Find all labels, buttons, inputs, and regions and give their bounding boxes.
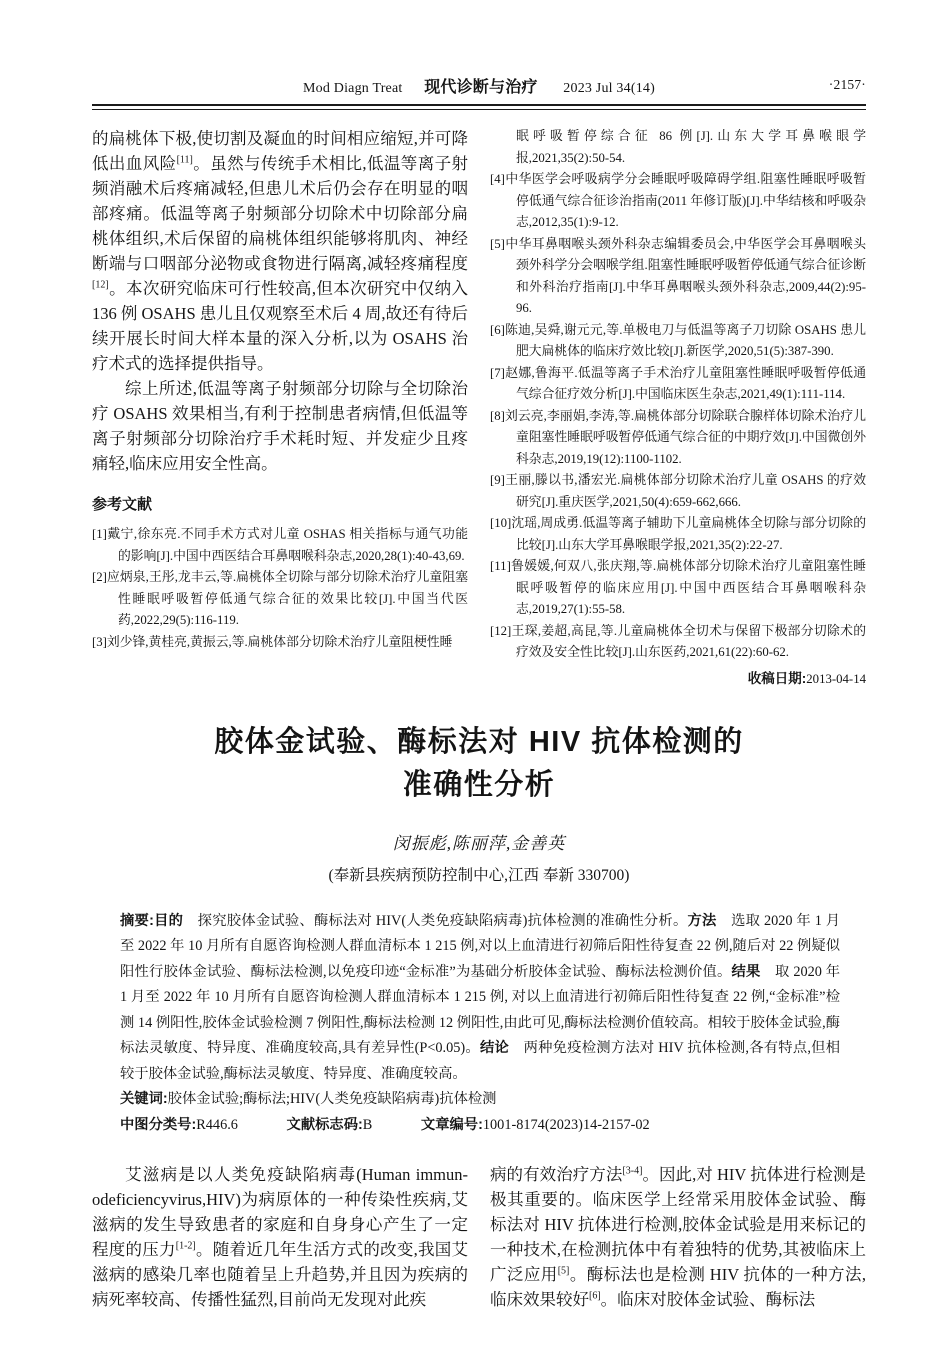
bold-label: 结果 bbox=[731, 963, 761, 980]
text-segment: 探究胶体金试验、酶标法对 HIV(人类免疫缺陷病毒)抗体检测的准确性分析。 bbox=[183, 912, 688, 929]
previous-article-columns bbox=[92, 126, 866, 687]
reference-list-right-items bbox=[490, 169, 866, 664]
citation-superscript: [6] bbox=[589, 1290, 601, 1302]
citation-superscript: [12] bbox=[92, 279, 109, 291]
abstract bbox=[120, 909, 840, 1088]
keywords-label: 关键词: bbox=[120, 1091, 168, 1107]
text-segment: 两种免疫检测方法对 HIV 抗体检测,各有特点,但相较于胶体金试验,酶标法灵敏度、特异度、准确度较高。 bbox=[120, 1040, 841, 1082]
header-rule bbox=[92, 104, 866, 110]
text-segment: 。临床对胶体金试验、酶标法 bbox=[600, 1290, 816, 1309]
reference-item: [5]中华耳鼻咽喉头颈外科杂志编辑委员会,中华医学会耳鼻咽喉头颈外科学分会咽喉学组.阻塞性睡眠呼吸暂停低通气综合征诊断和外科治疗指南[J].中华耳鼻咽喉头颈外科杂志,2009,44(2):95-96. bbox=[490, 236, 866, 315]
reference-item: [9]王丽,滕以书,潘宏光.扁桃体部分切除术治疗儿童 OSAHS 的疗效研究[J].重庆医学,2021,50(4):659-662,666. bbox=[490, 473, 866, 509]
page-number: ·2157· bbox=[828, 77, 866, 92]
reference-item: [1]戴宁,徐东亮.不同手术方式对儿童 OSHAS 相关指标与通气功能的影响[J].中国中西医结合耳鼻咽喉科杂志,2020,28(1):40-43,69. bbox=[92, 527, 468, 563]
received-date-line bbox=[490, 667, 866, 687]
keywords-value: 胶体金试验;酶标法;HIV(人类免疫缺陷病毒)抗体检测 bbox=[167, 1091, 497, 1107]
keywords-line bbox=[120, 1087, 840, 1113]
article-title-line1: 胶体金试验、酶标法对 HIV 抗体检测的 bbox=[214, 725, 744, 758]
text-segment: 。酶标法也是检测 HIV 抗体的一种方法,临床效果较好 bbox=[490, 1265, 867, 1309]
text-segment: 。虽然与传统手术相比,低温等离子射频消融术后疼痛减轻,但患儿术后仍会存在明显的咽部疼痛。低温等离子射频部分切除术中切除部分扁桃体组织,术后保留的扁桃体组织能够将肌肉、神经断端与口咽部分泌物或食物进行隔离,减轻疼痛程度 bbox=[92, 154, 469, 273]
left-column bbox=[92, 126, 468, 687]
text-segment: 。因此,对 HIV 抗体进行检测是极其重要的。临床医学上经常采用胶体金试验、酶标法对 HIV 抗体进行检测,胶体金试验是用来标记的一种技术,在检测抗体中有着独特的优势,其被临床上广泛应用 bbox=[490, 1165, 867, 1284]
doc-code-value: B bbox=[362, 1116, 373, 1133]
paragraph-conclusion bbox=[92, 376, 468, 476]
reference-item: [10]沈瑶,周成勇.低温等离子辅助下儿童扁桃体全切除与部分切除的比较[J].山东大学耳鼻喉眼学报,2021,35(2):22-27. bbox=[490, 516, 866, 552]
article-authors: 闵振彪,陈丽萍,金善英 bbox=[392, 833, 566, 853]
article-title bbox=[92, 721, 866, 807]
intro-paragraph-right bbox=[490, 1162, 866, 1312]
article-id-label: 文章编号: bbox=[420, 1116, 483, 1133]
clc-value: R446.6 bbox=[196, 1116, 238, 1133]
text-segment: 病的有效治疗方法 bbox=[490, 1165, 623, 1184]
classification-line bbox=[120, 1113, 840, 1139]
text-segment: 。随着近几年生活方式的改变,我国艾滋病的感染几率也随着呈上升趋势,并且因为疾病的病死率较高、传播性猛烈,目前尚无发现对此疾 bbox=[92, 1240, 469, 1309]
reference-item: [7]赵娜,鲁海平.低温等离子手术治疗儿童阻塞性睡眠呼吸暂停低通气综合征疗效分析[J].中国临床医生杂志,2021,49(1):111-114. bbox=[490, 365, 866, 401]
bold-label: 摘要:目的 bbox=[120, 912, 184, 929]
paragraph-continued bbox=[92, 126, 468, 376]
article-affiliation: (奉新县疾病预防控制中心,江西 奉新 330700) bbox=[328, 866, 630, 884]
reference-list-right bbox=[490, 126, 866, 664]
reference-item: [2]应炳泉,王彤,龙丰云,等.扁桃体全切除与部分切除术治疗儿童阻塞性睡眠呼吸暂停低通气综合征的效果比较[J].中国当代医药,2022,29(5):116-119. bbox=[92, 570, 468, 627]
running-head bbox=[92, 74, 866, 97]
citation-superscript: [11] bbox=[176, 154, 193, 166]
right-column bbox=[490, 126, 866, 687]
article-id-value: 1001-8174(2023)14-2157-02 bbox=[482, 1116, 650, 1133]
intro-right-column bbox=[490, 1162, 866, 1312]
text-segment: 选取 2020 年 1 月至 2022 年 10 月所有自愿咨询检测人群血清标本 1 215 例,对以上血清进行初筛后阳性待复查 22 例,随后对 22 例疑似阳性行胶体金试验、酶标法检测,以免疫印迹“金标准”为基础分析胶体金试验、酶标法检测价值。 bbox=[120, 912, 840, 980]
citation-superscript: [1-2] bbox=[175, 1240, 196, 1252]
doc-code-label: 文献标志码: bbox=[286, 1116, 363, 1133]
reference-item: [3]刘少锋,黄桂亮,黄振云,等.扁桃体部分切除术治疗儿童阻梗性睡 bbox=[92, 634, 453, 649]
reference-item: [8]刘云亮,李丽娟,李涛,等.扁桃体部分切除联合腺样体切除术治疗儿童阻塞性睡眠呼吸暂停低通气综合征的中期疗效[J].中国微创外科杂志,2019,19(12):1100-1102. bbox=[490, 408, 866, 466]
text-segment: 的扁桃体下极,使切割及凝血的时间相应缩短,并可降低出血风险 bbox=[92, 129, 468, 173]
text-segment: 艾滋病是以人类免疫缺陷病毒(Human immun-odeficiencyvirus,HIV)为病原体的一种传染性疾病,艾滋病的发生导致患者的家庭和自身身心产生了一定程度的压力 bbox=[92, 1165, 468, 1259]
reference-item: [12]王琛,姜超,高昆,等.儿童扁桃体全切术与保留下极部分切除术的疗效及安全性比较[J].山东医药,2021,61(22):60-62. bbox=[490, 623, 866, 659]
article-body-columns bbox=[92, 1162, 866, 1312]
reference-item: [6]陈迪,吴舜,谢元元,等.单极电刀与低温等离子刀切除 OSAHS 患儿肥大扁桃体的临床疗效比较[J].新医学,2020,51(5):387-390. bbox=[490, 322, 866, 358]
intro-left-column bbox=[92, 1162, 468, 1312]
text-segment: 取 2020 年 1 月至 2022 年 10 月所有自愿咨询检测人群血清标本 1 215 例, 对以上血清进行初筛后阳性待复查 22 例,“金标准”检测 14 例阳性,胶体金试验检测 7 例阳性,酶标法检测 12 例阳性,由此可见,酶标法检测价值较高。相较于胶体金试验,酶标法灵敏度、特异度、准确度较高,具有差异性(P<0.05)。 bbox=[120, 963, 841, 1056]
received-date-value: 2013-04-14 bbox=[806, 671, 866, 686]
article-title-line2: 准确性分析 bbox=[402, 768, 556, 801]
reference-item-continued: 眠呼吸暂停综合征 86 例[J].山东大学耳鼻喉眼学报,2021,35(2):50-54. bbox=[516, 129, 866, 165]
journal-name-chinese: 现代诊断与治疗 bbox=[424, 79, 538, 96]
citation-superscript: [3-4] bbox=[622, 1165, 643, 1177]
bold-label: 方法 bbox=[687, 912, 717, 929]
clc-label: 中图分类号: bbox=[120, 1116, 197, 1133]
references-heading: 参考文献 bbox=[92, 496, 153, 513]
issue-info: 2023 Jul 34(14) bbox=[563, 81, 655, 96]
journal-name-english: Mod Diagn Treat bbox=[303, 81, 403, 96]
reference-item: [11]鲁媛媛,何双八,张庆翔,等.扁桃体部分切除术治疗儿童阻塞性睡眠呼吸暂停的临床应用[J].中国中西医结合耳鼻咽喉科杂志,2019,27(1):55-58. bbox=[490, 559, 866, 616]
citation-superscript: [5] bbox=[557, 1265, 570, 1277]
reference-list-left bbox=[92, 524, 468, 653]
reference-item: [4]中华医学会呼吸病学分会睡眠呼吸障碍学组.阻塞性睡眠呼吸暂停低通气综合征诊治指南(2011 年修订版)[J].中华结核和呼吸杂志,2012,35(1):9-12. bbox=[490, 172, 866, 229]
text-segment: 综上所述,低温等离子射频部分切除与全切除治疗 OSAHS 效果相当,有利于控制患者病情,但低温等离子射频部分切除治疗手术耗时短、并发症少且疼痛轻,临床应用安全性高。 bbox=[92, 379, 468, 473]
received-date-label: 收稿日期: bbox=[747, 670, 807, 686]
intro-paragraph-left bbox=[92, 1162, 468, 1312]
text-segment: 。本次研究临床可行性较高,但本次研究中仅纳入 136 例 OSAHS 患儿且仅观察至术后 4 周,故还有待后续开展长时间大样本量的深入分析,以为 OSAHS 治疗术式的选择提供指导。 bbox=[92, 279, 468, 373]
bold-label: 结论 bbox=[479, 1040, 510, 1056]
